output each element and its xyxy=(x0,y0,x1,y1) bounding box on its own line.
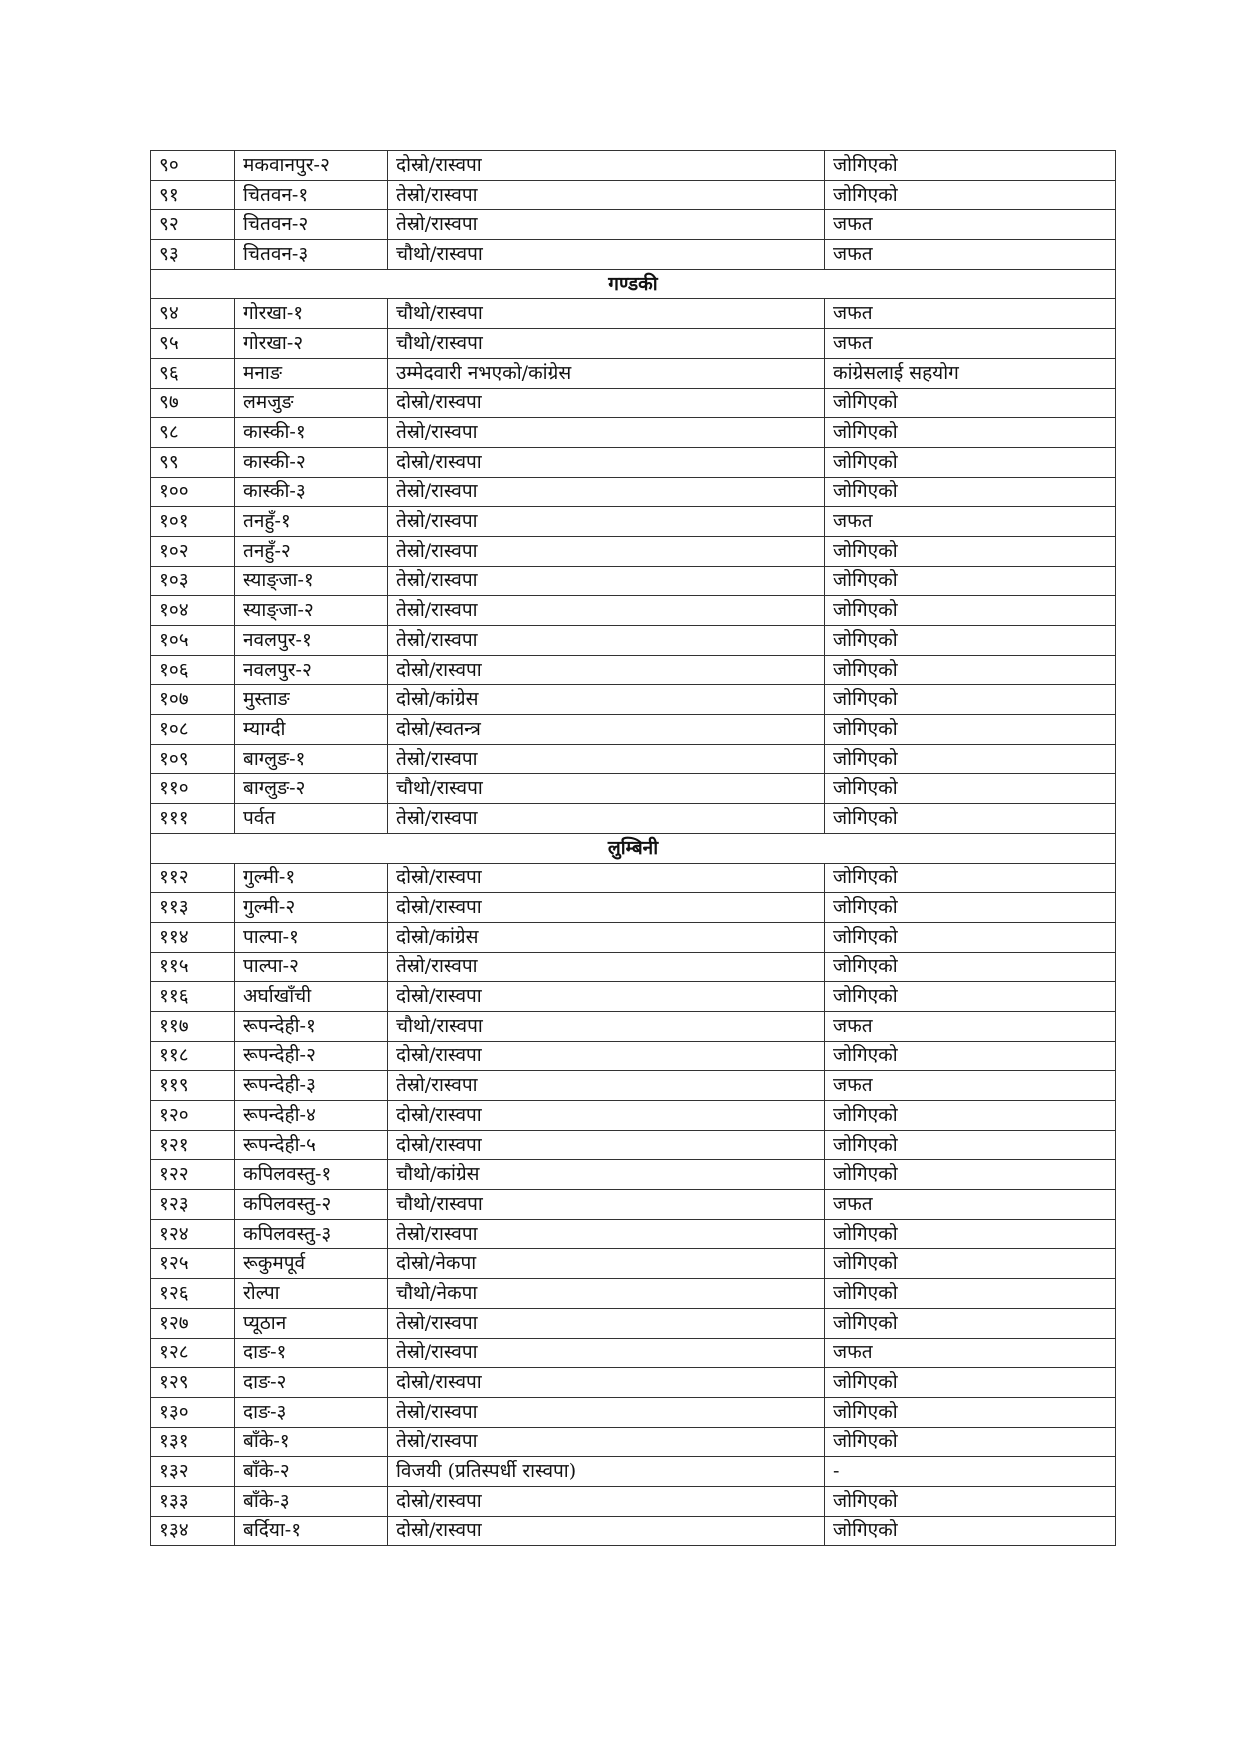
table-row xyxy=(151,774,1116,804)
table-row xyxy=(151,952,1116,982)
table-row xyxy=(151,1011,1116,1041)
deposit-status-cell: जोगिएको xyxy=(825,626,1116,656)
deposit-status-cell: जोगिएको xyxy=(825,804,1116,834)
deposit-status-cell: जफत xyxy=(825,1338,1116,1368)
deposit-status-cell: जोगिएको xyxy=(825,1279,1116,1309)
position-party-cell: चौथो/नेकपा xyxy=(388,1279,825,1309)
table-row xyxy=(151,1338,1116,1368)
serial-number-cell: १२४ xyxy=(151,1219,235,1249)
position-party-cell: दोस्रो/रास्वपा xyxy=(388,1130,825,1160)
constituency-cell: बाँके-३ xyxy=(235,1486,388,1516)
table-row xyxy=(151,536,1116,566)
position-party-cell: विजयी (प्रतिस्पर्धी रास्वपा) xyxy=(388,1457,825,1487)
table-row xyxy=(151,804,1116,834)
table-row xyxy=(151,1397,1116,1427)
deposit-status-cell: जफत xyxy=(825,329,1116,359)
table-row xyxy=(151,982,1116,1012)
deposit-status-cell: जोगिएको xyxy=(825,447,1116,477)
position-party-cell: तेस्रो/रास्वपा xyxy=(388,418,825,448)
serial-number-cell: ११२ xyxy=(151,863,235,893)
results-table-body xyxy=(151,151,1116,1546)
table-row xyxy=(151,210,1116,240)
position-party-cell: चौथो/कांग्रेस xyxy=(388,1160,825,1190)
results-table xyxy=(150,150,1116,1546)
deposit-status-cell: जोगिएको xyxy=(825,1516,1116,1546)
deposit-status-cell: जोगिएको xyxy=(825,566,1116,596)
deposit-status-cell: जोगिएको xyxy=(825,596,1116,626)
constituency-cell: कास्की-३ xyxy=(235,477,388,507)
section-header-row xyxy=(151,833,1116,863)
table-row xyxy=(151,180,1116,210)
serial-number-cell: १०७ xyxy=(151,685,235,715)
table-row xyxy=(151,418,1116,448)
position-party-cell: तेस्रो/रास्वपा xyxy=(388,1308,825,1338)
constituency-cell: कपिलवस्तु-१ xyxy=(235,1160,388,1190)
deposit-status-cell: जोगिएको xyxy=(825,1219,1116,1249)
position-party-cell: दोस्रो/नेकपा xyxy=(388,1249,825,1279)
position-party-cell: दोस्रो/रास्वपा xyxy=(388,982,825,1012)
position-party-cell: उम्मेदवारी नभएको/कांग्रेस xyxy=(388,358,825,388)
table-row xyxy=(151,566,1116,596)
position-party-cell: चौथो/रास्वपा xyxy=(388,299,825,329)
constituency-cell: अर्घाखाँची xyxy=(235,982,388,1012)
position-party-cell: दोस्रो/रास्वपा xyxy=(388,1101,825,1131)
constituency-cell: बाग्लुङ-१ xyxy=(235,744,388,774)
deposit-status-cell: जफत xyxy=(825,240,1116,270)
constituency-cell: गुल्मी-२ xyxy=(235,893,388,923)
serial-number-cell: १०४ xyxy=(151,596,235,626)
deposit-status-cell: जोगिएको xyxy=(825,477,1116,507)
constituency-cell: बाँके-२ xyxy=(235,1457,388,1487)
deposit-status-cell: जोगिएको xyxy=(825,1427,1116,1457)
serial-number-cell: ९१ xyxy=(151,180,235,210)
table-row xyxy=(151,1219,1116,1249)
constituency-cell: रूपन्देही-५ xyxy=(235,1130,388,1160)
position-party-cell: दोस्रो/कांग्रेस xyxy=(388,922,825,952)
position-party-cell: दोस्रो/रास्वपा xyxy=(388,388,825,418)
deposit-status-cell: जोगिएको xyxy=(825,1308,1116,1338)
deposit-status-cell: जोगिएको xyxy=(825,180,1116,210)
table-row xyxy=(151,1486,1116,1516)
position-party-cell: दोस्रो/रास्वपा xyxy=(388,447,825,477)
constituency-cell: प्यूठान xyxy=(235,1308,388,1338)
deposit-status-cell: जफत xyxy=(825,1071,1116,1101)
serial-number-cell: ९७ xyxy=(151,388,235,418)
constituency-cell: पर्वत xyxy=(235,804,388,834)
serial-number-cell: १०५ xyxy=(151,626,235,656)
serial-number-cell: १२० xyxy=(151,1101,235,1131)
constituency-cell: कपिलवस्तु-२ xyxy=(235,1190,388,1220)
position-party-cell: तेस्रो/रास्वपा xyxy=(388,210,825,240)
serial-number-cell: ९८ xyxy=(151,418,235,448)
serial-number-cell: ११४ xyxy=(151,922,235,952)
section-title: गण्डकी xyxy=(151,269,1116,299)
table-row xyxy=(151,1457,1116,1487)
position-party-cell: तेस्रो/रास्वपा xyxy=(388,1219,825,1249)
serial-number-cell: ९४ xyxy=(151,299,235,329)
constituency-cell: गोरखा-२ xyxy=(235,329,388,359)
constituency-cell: मनाङ xyxy=(235,358,388,388)
deposit-status-cell: जोगिएको xyxy=(825,1249,1116,1279)
table-row xyxy=(151,151,1116,181)
table-row xyxy=(151,1041,1116,1071)
constituency-cell: दाङ-२ xyxy=(235,1368,388,1398)
table-row xyxy=(151,744,1116,774)
table-row xyxy=(151,1249,1116,1279)
position-party-cell: तेस्रो/रास्वपा xyxy=(388,536,825,566)
serial-number-cell: ९३ xyxy=(151,240,235,270)
deposit-status-cell: जोगिएको xyxy=(825,1368,1116,1398)
position-party-cell: दोस्रो/रास्वपा xyxy=(388,1368,825,1398)
serial-number-cell: १३२ xyxy=(151,1457,235,1487)
constituency-cell: दाङ-३ xyxy=(235,1397,388,1427)
constituency-cell: नवलपुर-१ xyxy=(235,626,388,656)
table-row xyxy=(151,329,1116,359)
constituency-cell: चितवन-२ xyxy=(235,210,388,240)
deposit-status-cell: जोगिएको xyxy=(825,1397,1116,1427)
serial-number-cell: ११३ xyxy=(151,893,235,923)
table-row xyxy=(151,1368,1116,1398)
serial-number-cell: १०६ xyxy=(151,655,235,685)
constituency-cell: नवलपुर-२ xyxy=(235,655,388,685)
position-party-cell: दोस्रो/रास्वपा xyxy=(388,1041,825,1071)
serial-number-cell: १०२ xyxy=(151,536,235,566)
constituency-cell: कपिलवस्तु-३ xyxy=(235,1219,388,1249)
table-row xyxy=(151,655,1116,685)
constituency-cell: बाँके-१ xyxy=(235,1427,388,1457)
deposit-status-cell: जफत xyxy=(825,1011,1116,1041)
deposit-status-cell: जोगिएको xyxy=(825,982,1116,1012)
serial-number-cell: ११९ xyxy=(151,1071,235,1101)
deposit-status-cell: जफत xyxy=(825,1190,1116,1220)
section-title: लुम्बिनी xyxy=(151,833,1116,863)
deposit-status-cell: जोगिएको xyxy=(825,893,1116,923)
constituency-cell: पाल्पा-१ xyxy=(235,922,388,952)
deposit-status-cell: जोगिएको xyxy=(825,685,1116,715)
deposit-status-cell: जोगिएको xyxy=(825,715,1116,745)
constituency-cell: मकवानपुर-२ xyxy=(235,151,388,181)
table-row xyxy=(151,1101,1116,1131)
serial-number-cell: ९९ xyxy=(151,447,235,477)
deposit-status-cell: जोगिएको xyxy=(825,151,1116,181)
serial-number-cell: १११ xyxy=(151,804,235,834)
table-row xyxy=(151,685,1116,715)
constituency-cell: चितवन-३ xyxy=(235,240,388,270)
serial-number-cell: ११८ xyxy=(151,1041,235,1071)
deposit-status-cell: जोगिएको xyxy=(825,1160,1116,1190)
table-row xyxy=(151,388,1116,418)
position-party-cell: तेस्रो/रास्वपा xyxy=(388,507,825,537)
constituency-cell: बर्दिया-१ xyxy=(235,1516,388,1546)
table-row xyxy=(151,299,1116,329)
position-party-cell: तेस्रो/रास्वपा xyxy=(388,1397,825,1427)
deposit-status-cell: जोगिएको xyxy=(825,418,1116,448)
position-party-cell: तेस्रो/रास्वपा xyxy=(388,566,825,596)
constituency-cell: तनहुँ-१ xyxy=(235,507,388,537)
table-row xyxy=(151,447,1116,477)
position-party-cell: दोस्रो/रास्वपा xyxy=(388,893,825,923)
serial-number-cell: १३३ xyxy=(151,1486,235,1516)
serial-number-cell: १२६ xyxy=(151,1279,235,1309)
constituency-cell: लमजुङ xyxy=(235,388,388,418)
serial-number-cell: १२१ xyxy=(151,1130,235,1160)
position-party-cell: चौथो/रास्वपा xyxy=(388,240,825,270)
serial-number-cell: १२८ xyxy=(151,1338,235,1368)
table-row xyxy=(151,922,1116,952)
position-party-cell: तेस्रो/रास्वपा xyxy=(388,477,825,507)
constituency-cell: चितवन-१ xyxy=(235,180,388,210)
table-row xyxy=(151,596,1116,626)
serial-number-cell: १२७ xyxy=(151,1308,235,1338)
constituency-cell: रूपन्देही-१ xyxy=(235,1011,388,1041)
position-party-cell: तेस्रो/रास्वपा xyxy=(388,1338,825,1368)
serial-number-cell: १२५ xyxy=(151,1249,235,1279)
serial-number-cell: ९२ xyxy=(151,210,235,240)
deposit-status-cell: जोगिएको xyxy=(825,1130,1116,1160)
constituency-cell: स्याङ्जा-२ xyxy=(235,596,388,626)
serial-number-cell: १०८ xyxy=(151,715,235,745)
serial-number-cell: ११५ xyxy=(151,952,235,982)
serial-number-cell: १०३ xyxy=(151,566,235,596)
constituency-cell: गुल्मी-१ xyxy=(235,863,388,893)
constituency-cell: मुस्ताङ xyxy=(235,685,388,715)
deposit-status-cell: जोगिएको xyxy=(825,774,1116,804)
position-party-cell: चौथो/रास्वपा xyxy=(388,774,825,804)
serial-number-cell: ११७ xyxy=(151,1011,235,1041)
serial-number-cell: ११६ xyxy=(151,982,235,1012)
constituency-cell: स्याङ्जा-१ xyxy=(235,566,388,596)
table-row xyxy=(151,1190,1116,1220)
constituency-cell: पाल्पा-२ xyxy=(235,952,388,982)
serial-number-cell: ९० xyxy=(151,151,235,181)
table-row xyxy=(151,507,1116,537)
table-row xyxy=(151,477,1116,507)
position-party-cell: दोस्रो/कांग्रेस xyxy=(388,685,825,715)
position-party-cell: तेस्रो/रास्वपा xyxy=(388,952,825,982)
deposit-status-cell: जोगिएको xyxy=(825,922,1116,952)
position-party-cell: दोस्रो/रास्वपा xyxy=(388,655,825,685)
table-row xyxy=(151,1516,1116,1546)
table-row xyxy=(151,893,1116,923)
position-party-cell: तेस्रो/रास्वपा xyxy=(388,180,825,210)
position-party-cell: दोस्रो/रास्वपा xyxy=(388,1486,825,1516)
deposit-status-cell: जफत xyxy=(825,210,1116,240)
position-party-cell: दोस्रो/रास्वपा xyxy=(388,1516,825,1546)
constituency-cell: रूपन्देही-२ xyxy=(235,1041,388,1071)
position-party-cell: तेस्रो/रास्वपा xyxy=(388,626,825,656)
position-party-cell: चौथो/रास्वपा xyxy=(388,1011,825,1041)
deposit-status-cell: जफत xyxy=(825,299,1116,329)
table-row xyxy=(151,358,1116,388)
deposit-status-cell: जोगिएको xyxy=(825,388,1116,418)
constituency-cell: रूकुमपूर्व xyxy=(235,1249,388,1279)
constituency-cell: कास्की-२ xyxy=(235,447,388,477)
table-row xyxy=(151,1160,1116,1190)
deposit-status-cell: जोगिएको xyxy=(825,744,1116,774)
deposit-status-cell: - xyxy=(825,1457,1116,1487)
deposit-status-cell: जोगिएको xyxy=(825,1101,1116,1131)
deposit-status-cell: कांग्रेसलाई सहयोग xyxy=(825,358,1116,388)
table-row xyxy=(151,715,1116,745)
serial-number-cell: १३४ xyxy=(151,1516,235,1546)
table-row xyxy=(151,1279,1116,1309)
position-party-cell: दोस्रो/रास्वपा xyxy=(388,863,825,893)
serial-number-cell: १२२ xyxy=(151,1160,235,1190)
constituency-cell: दाङ-१ xyxy=(235,1338,388,1368)
serial-number-cell: १०१ xyxy=(151,507,235,537)
position-party-cell: चौथो/रास्वपा xyxy=(388,1190,825,1220)
deposit-status-cell: जोगिएको xyxy=(825,952,1116,982)
table-row xyxy=(151,626,1116,656)
deposit-status-cell: जोगिएको xyxy=(825,655,1116,685)
constituency-cell: गोरखा-१ xyxy=(235,299,388,329)
table-row xyxy=(151,1071,1116,1101)
position-party-cell: तेस्रो/रास्वपा xyxy=(388,804,825,834)
constituency-cell: बाग्लुङ-२ xyxy=(235,774,388,804)
table-row xyxy=(151,1130,1116,1160)
serial-number-cell: १०९ xyxy=(151,744,235,774)
serial-number-cell: ११० xyxy=(151,774,235,804)
constituency-cell: रोल्पा xyxy=(235,1279,388,1309)
table-row xyxy=(151,1427,1116,1457)
deposit-status-cell: जफत xyxy=(825,507,1116,537)
deposit-status-cell: जोगिएको xyxy=(825,1041,1116,1071)
table-row xyxy=(151,863,1116,893)
position-party-cell: तेस्रो/रास्वपा xyxy=(388,744,825,774)
position-party-cell: चौथो/रास्वपा xyxy=(388,329,825,359)
constituency-cell: कास्की-१ xyxy=(235,418,388,448)
section-header-row xyxy=(151,269,1116,299)
table-row xyxy=(151,240,1116,270)
constituency-cell: तनहुँ-२ xyxy=(235,536,388,566)
constituency-cell: रूपन्देही-४ xyxy=(235,1101,388,1131)
position-party-cell: तेस्रो/रास्वपा xyxy=(388,1427,825,1457)
serial-number-cell: १२३ xyxy=(151,1190,235,1220)
serial-number-cell: १३१ xyxy=(151,1427,235,1457)
constituency-cell: रूपन्देही-३ xyxy=(235,1071,388,1101)
deposit-status-cell: जोगिएको xyxy=(825,536,1116,566)
serial-number-cell: ९५ xyxy=(151,329,235,359)
deposit-status-cell: जोगिएको xyxy=(825,863,1116,893)
position-party-cell: दोस्रो/स्वतन्त्र xyxy=(388,715,825,745)
position-party-cell: तेस्रो/रास्वपा xyxy=(388,1071,825,1101)
position-party-cell: दोस्रो/रास्वपा xyxy=(388,151,825,181)
serial-number-cell: १०० xyxy=(151,477,235,507)
position-party-cell: तेस्रो/रास्वपा xyxy=(388,596,825,626)
serial-number-cell: ९६ xyxy=(151,358,235,388)
table-row xyxy=(151,1308,1116,1338)
serial-number-cell: १२९ xyxy=(151,1368,235,1398)
constituency-cell: म्याग्दी xyxy=(235,715,388,745)
serial-number-cell: १३० xyxy=(151,1397,235,1427)
deposit-status-cell: जोगिएको xyxy=(825,1486,1116,1516)
